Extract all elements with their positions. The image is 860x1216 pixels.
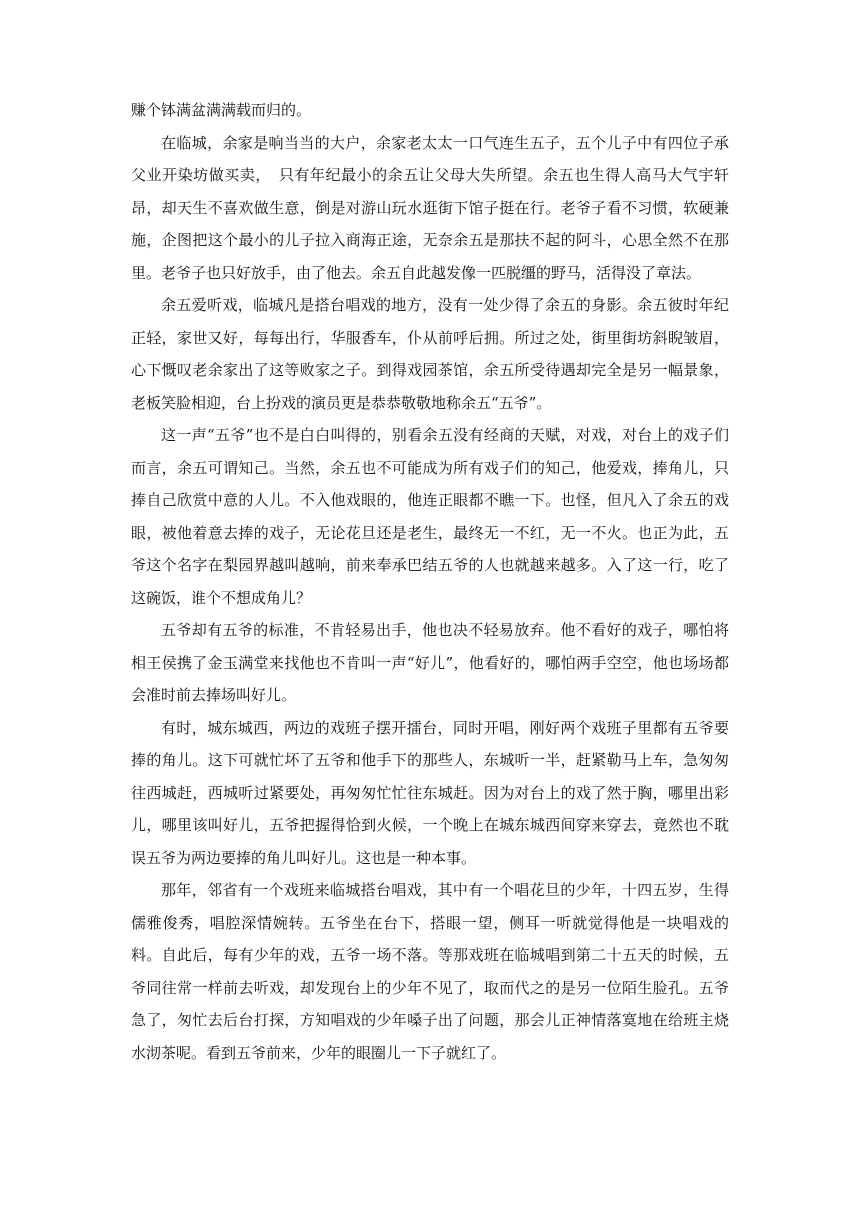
paragraph-2: 在临城，余家是响当当的大户，余家老太太一口气连生五子，五个儿子中有四位子承父业开染坊做买卖， 只有年纪最小的余五让父母大失所望。余五也生得人高马大气宇轩昂，却天生不喜欢做生意，倒是对游山玩水逛街下馆子挺在行。老爷子看不习惯，软硬兼施，企图把这个最小的儿子拉入商海正途，无奈余五是那扶不起的阿斗，心思全然不在那里。老爷子也只好放手，由了他去。余五自此越发像一匹脱缰的野马，活得没了章法。	[131, 133, 729, 282]
paragraph-3: 余五爱听戏，临城凡是搭台唱戏的地方，没有一处少得了余五的身影。余五彼时年纪正轻，家世又好，每每出行，华服香车，仆从前呼后拥。所过之处，街里街坊斜睨皱眉，心下慨叹老余家出了这等败家之子。到得戏园茶馆，余五所受待遇却完全是另一幅景象，老板笑脸相迎，台上扮戏的演员更是恭恭敬敬地称余五“五爷”。	[131, 296, 729, 412]
paragraph-4: 这一声“五爷”也不是白白叫得的，别看余五没有经商的天赋，对戏，对台上的戏子们而言，余五可谓知己。当然，余五也不可能成为所有戏子们的知己，他爱戏，捧角儿，只捧自己欣赏中意的人儿。不入他戏眼的，他连正眼都不瞧一下。也怪，但凡入了余五的戏眼，被他着意去捧的戏子，无论花旦还是老生，最终无一不红，无一不火。也正为此，五爷这个名字在梨园界越叫越响，前来奉承巴结五爷的人也就越来越多。入了这一行，吃了这碗饭，谁个不想成角儿？	[131, 426, 729, 607]
document-body	[131, 94, 729, 1069]
paragraph-1: 赚个钵满盆满满载而归的。	[131, 101, 312, 119]
paragraph-6: 有时，城东城西，两边的戏班子摆开擂台，同时开唱，刚好两个戏班子里都有五爷要捧的角儿。这下可就忙坏了五爷和他手下的那些人，东城听一半，赶紧勒马上车，急匆匆往西城赶，西城听过紧要处，再匆匆忙忙往东城赶。因为对台上的戏了然于胸，哪里出彩儿，哪里该叫好儿，五爷把握得恰到火候，一个晚上在城东城西间穿来穿去，竟然也不耽误五爷为两边要捧的角儿叫好儿。这也是一种本事。	[131, 718, 729, 867]
paragraph-7: 那年，邻省有一个戏班来临城搭台唱戏，其中有一个唱花旦的少年，十四五岁，生得儒雅俊秀，唱腔深情婉转。五爷坐在台下，搭眼一望，侧耳一听就觉得他是一块唱戏的料。自此后，每有少年的戏，五爷一场不落。等那戏班在临城唱到第二十五天的时候，五爷同往常一样前去听戏，却发现台上的少年不见了，取而代之的是另一位陌生脸孔。五爷急了，匆忙去后台打探，方知唱戏的少年嗓子出了问题，那会儿正神情落寞地在给班主烧水沏茶呢。看到五爷前来，少年的眼圈儿一下子就红了。	[131, 881, 729, 1062]
paragraph-5: 五爷却有五爷的标准，不肯轻易出手，他也决不轻易放弃。他不看好的戏子，哪怕将相王侯携了金玉满堂来找他也不肯叫一声“好儿”，他看好的，哪怕两手空空，他也场场都会准时前去捧场叫好儿。	[131, 621, 729, 704]
